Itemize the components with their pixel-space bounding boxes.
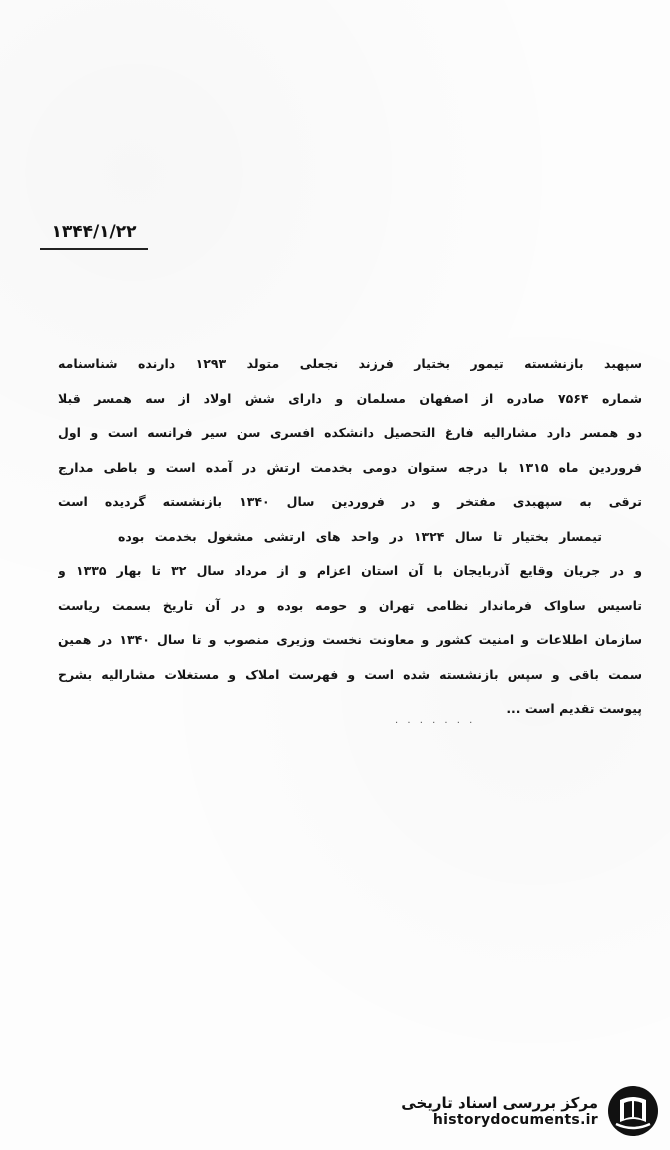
body-line-11: پیوست تقدیم است ...: [506, 701, 642, 716]
archive-url: historydocuments.ir: [432, 1112, 598, 1128]
body-line-1: سپهبد بازنشسته تیمور بختیار فرزند نجعلی متولد ۱۲۹۳ دارنده شناسنامه: [58, 356, 642, 371]
body-line-2: شماره ۷۵۶۴ صادره از اصفهان مسلمان و دارای شش اولاد از سه همسر قبلا: [58, 390, 642, 406]
archive-name: مرکز بررسی اسناد تاریخی: [401, 1094, 598, 1112]
document-archive-logo-icon: [606, 1084, 660, 1138]
body-line-5: ترقی به سپهبدی مفتخر و در فروردین سال ۱۳۴۰ بازنشسته گردیده است: [58, 494, 642, 509]
body-line-3: دو همسر دارد مشارالیه فارغ التحصیل دانشکده افسری سن سیر فرانسه است و اول: [58, 425, 642, 440]
faint-marks: . . . . . . .: [395, 715, 476, 726]
body-line-10: سمت باقی و سپس بازنشسته شده است و فهرست املاک و مستغلات مشارالیه بشرح: [58, 666, 642, 682]
body-line-4: فروردین ماه ۱۳۱۵ با درجه ستوان دومی بخدمت ارتش در آمده است و باطی مدارج: [58, 459, 642, 475]
document-date: ۱۳۴۴/۱/۲۲: [40, 222, 148, 250]
archive-watermark: [401, 1084, 660, 1138]
document-body: [58, 355, 642, 735]
body-line-6: تیمسار بختیار تا سال ۱۳۲۴ در واحد های ارتشی مشغول بخدمت بوده: [118, 528, 602, 544]
body-line-8: تاسیس ساواک فرماندار نظامی تهران و حومه بوده و در آن تاریخ بسمت ریاست: [58, 597, 642, 613]
body-line-7: و در جریان وقایع آذربایجان با آن استان اعزام و از مرداد سال ۳۲ تا بهار ۱۳۳۵ و: [58, 563, 642, 578]
body-line-9: سازمان اطلاعات و امنیت کشور و معاونت نخست وزیری منصوب و تا سال ۱۳۴۰ در همین: [58, 632, 642, 647]
